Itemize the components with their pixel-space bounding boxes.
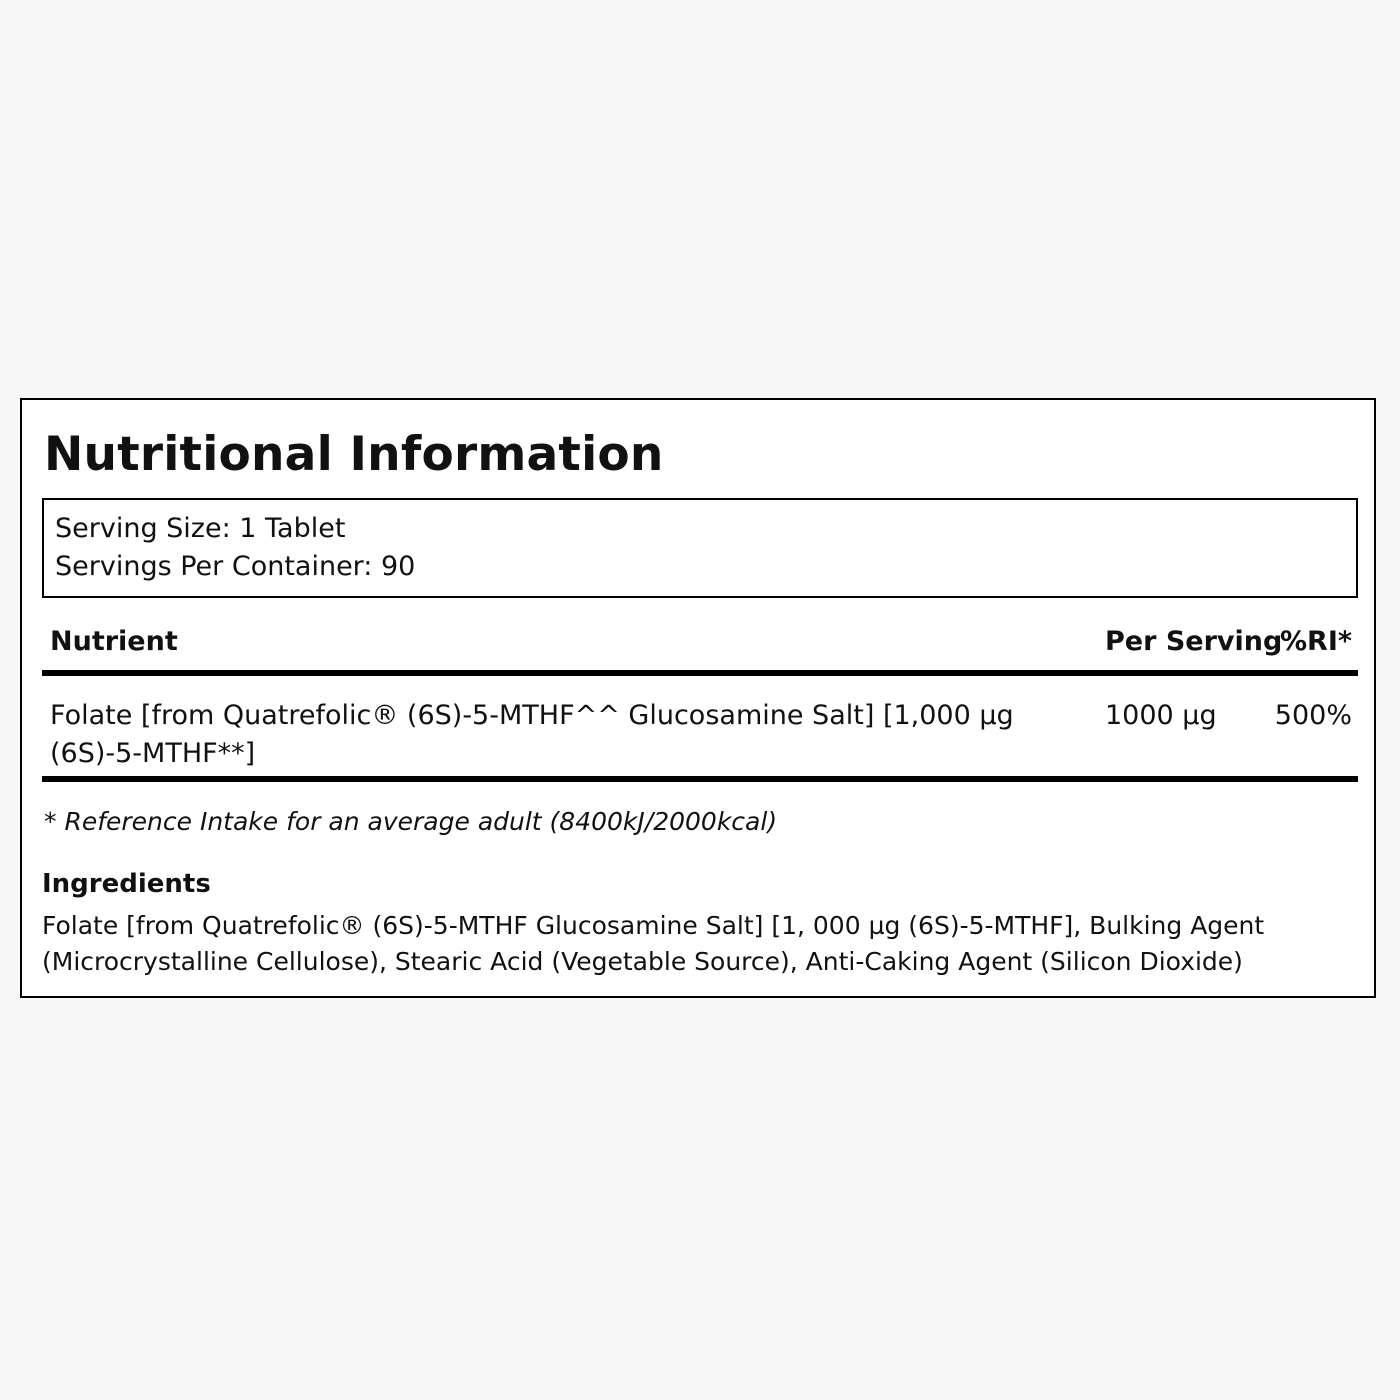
- header-nutrient: Nutrient: [50, 626, 178, 657]
- header-per-serving: Per Serving: [1105, 626, 1283, 657]
- header-ri: %RI*: [1279, 626, 1352, 657]
- ingredients-text: Folate [from Quatrefolic® (6S)-5-MTHF Glucosamine Salt] [1, 000 µg (6S)-5-MTHF], Bulking Agent (Microcrystalline Cellulose), Stearic Acid (Vegetable Source), Anti-Caking Agent (Silicon Dioxide): [42, 911, 1265, 976]
- reference-intake-footnote: * Reference Intake for an average adult (8400kJ/2000kcal): [44, 807, 778, 836]
- page-title: Nutritional Information: [44, 427, 664, 482]
- servings-per-container: Servings Per Container: 90: [55, 551, 416, 582]
- ingredients-heading: Ingredients: [42, 869, 211, 899]
- nutrient-table: [42, 618, 1358, 782]
- serving-size: Serving Size: 1 Tablet: [55, 513, 346, 544]
- nutrition-panel: [20, 398, 1376, 998]
- table-row: [42, 676, 1358, 782]
- cell-per-serving: 1000 µg: [1105, 700, 1217, 731]
- serving-info-box: [42, 498, 1358, 598]
- table-header: [42, 618, 1358, 676]
- cell-nutrient: Folate [from Quatrefolic® (6S)-5-MTHF^^ Glucosamine Salt] [1,000 µg (6S)-5-MTHF**]: [50, 700, 1014, 769]
- cell-ri: 500%: [1274, 700, 1352, 731]
